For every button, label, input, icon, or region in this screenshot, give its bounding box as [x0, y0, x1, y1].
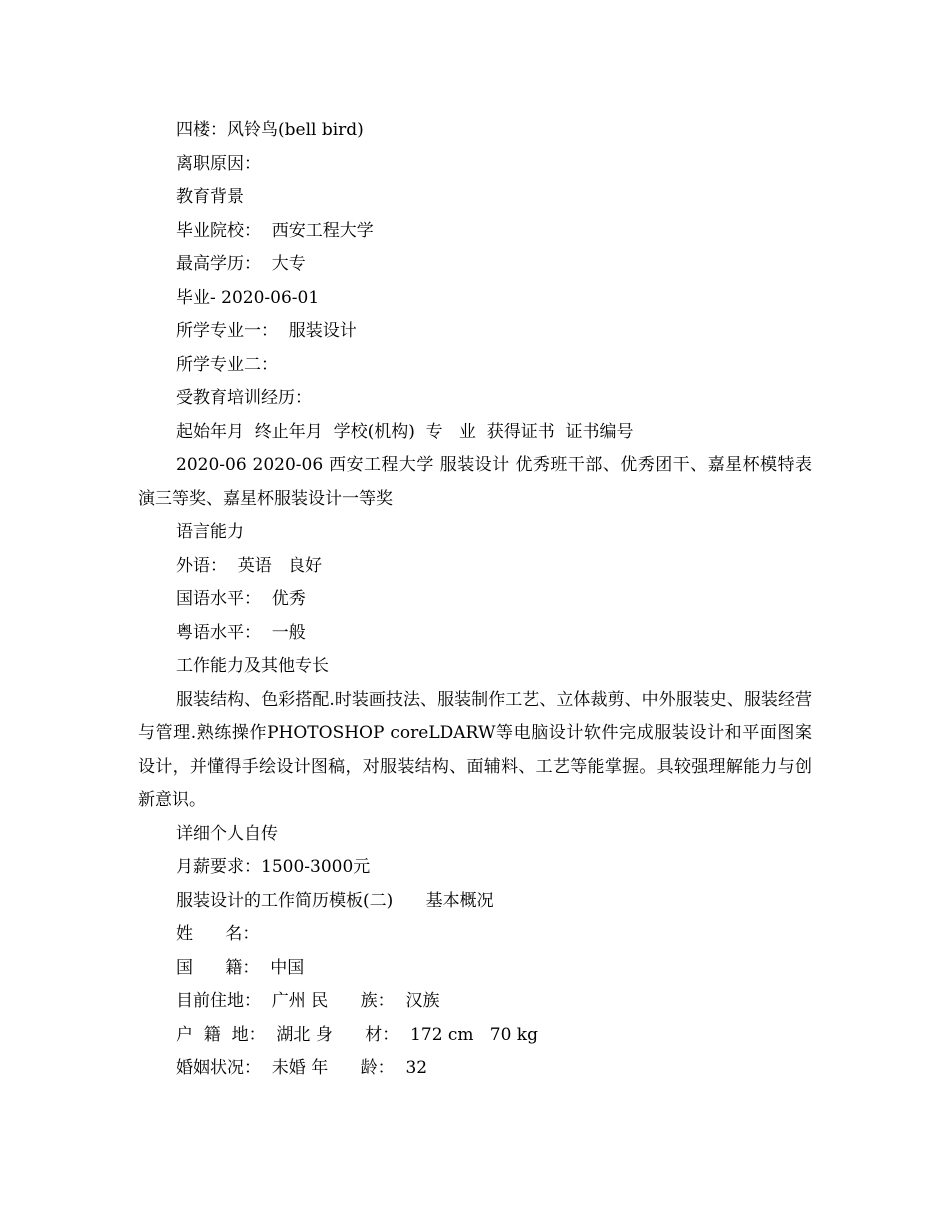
paragraph-skills: 服装结构、色彩搭配.时装画技法、服装制作工艺、立体裁剪、中外服装史、服装经营与管理.熟练操作PHOTOSHOP coreLDARW等电脑设计软件完成服装设计和平面图案设计，并懂得手绘设计图稿，对服装结构、面辅料、工艺等能掌握。具较强理解能力与创新意识。	[138, 689, 812, 810]
text-line-training-history: 受教育培训经历：	[176, 388, 312, 408]
text-line-training-columns: 起始年月 终止年月 学校(机构) 专 业 获得证书 证书编号	[176, 421, 634, 442]
text-line-foreign-language: 外语： 英语 良好	[176, 555, 323, 576]
text-line-leave-reason: 离职原因：	[176, 153, 261, 174]
paragraph-training-record: 2020-06 2020-06 西安工程大学 服装设计 优秀班干部、优秀团干、嘉星杯模特表演三等奖、嘉星杯服装设计一等奖	[138, 455, 812, 509]
section-heading-language: 语言能力	[176, 522, 244, 542]
text-line-cantonese: 粤语水平： 一般	[176, 622, 306, 643]
text-line-template-two-title: 服装设计的工作简历模板(二) 基本概况	[176, 890, 494, 911]
section-heading-autobiography: 详细个人自传	[176, 823, 278, 844]
text-line-graduation: 毕业- 2020-06-01	[176, 287, 320, 308]
text-line-name: 姓 名：	[176, 924, 260, 944]
text-line-degree: 最高学历： 大专	[176, 254, 306, 274]
text-line-school: 毕业院校： 西安工程大学	[176, 220, 374, 241]
text-line-marital-age: 婚姻状况： 未婚 年 龄： 32	[176, 1058, 428, 1078]
text-line-nationality: 国 籍： 中国	[176, 957, 305, 978]
text-line-fourth-floor: 四楼：风铃鸟(bell bird)	[176, 120, 364, 140]
section-heading-education: 教育背景	[176, 187, 244, 207]
section-heading-skills: 工作能力及其他专长	[176, 656, 329, 676]
text-line-residence-ethnicity: 目前住地： 广州 民 族： 汉族	[176, 991, 440, 1011]
text-line-major-one: 所学专业一： 服装设计	[176, 321, 357, 341]
text-line-major-two: 所学专业二：	[176, 354, 278, 375]
text-line-hometown-physique: 户 籍 地： 湖北 身 材： 172 cm 70 kg	[176, 1024, 538, 1045]
text-line-mandarin: 国语水平： 优秀	[176, 589, 306, 609]
text-line-salary: 月薪要求：1500-3000元	[176, 857, 371, 877]
